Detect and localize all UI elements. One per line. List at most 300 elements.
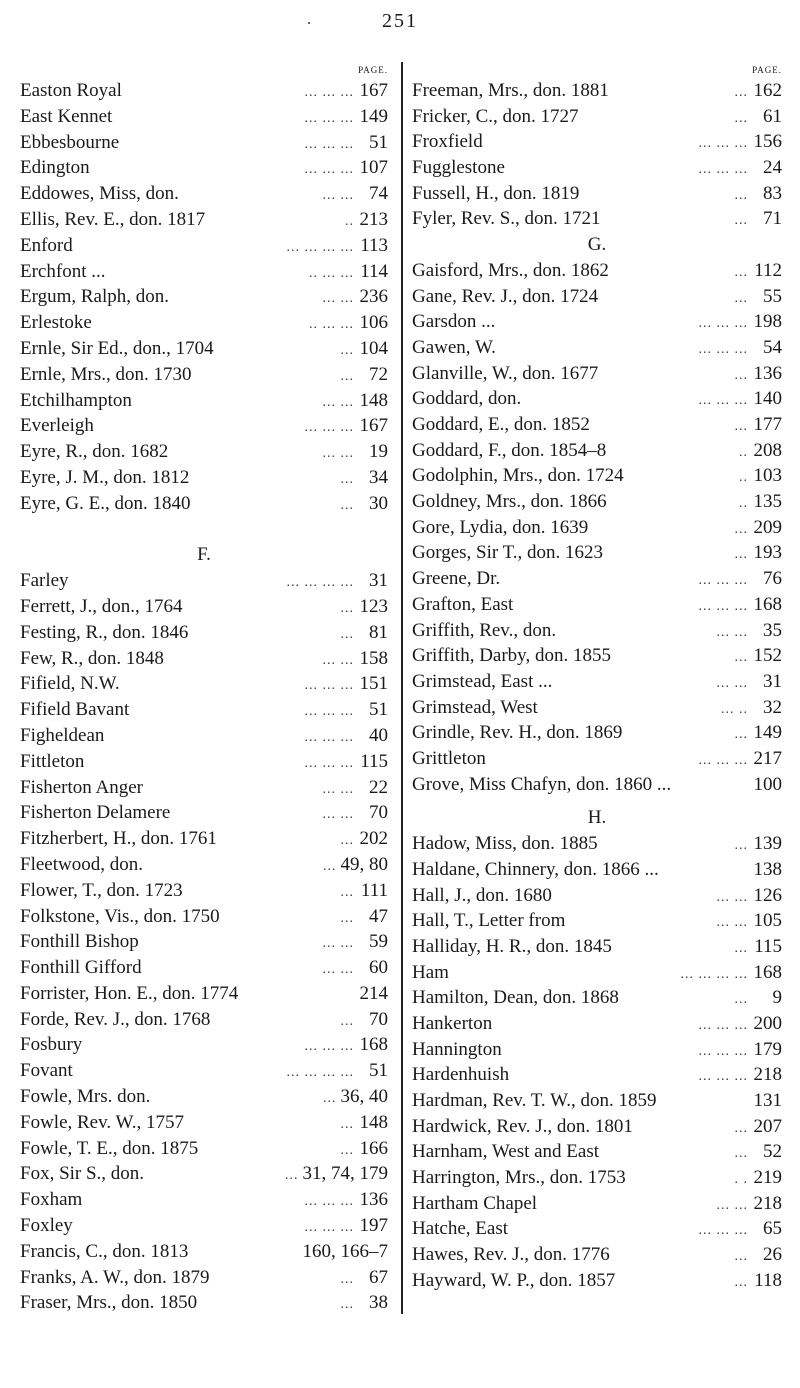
index-entry [20,439,388,465]
entry-name: Hardenhuish [412,1064,510,1086]
entry-page-reference: 168 [359,1034,388,1056]
entry-name: Francis, C., don. 1813 [20,1240,189,1262]
index-entry [20,310,388,336]
entry-name: Gore, Lydia, don. 1639 [412,516,589,538]
entry-name: Ham [412,961,449,983]
index-entry [20,413,388,439]
index-entry [20,1265,388,1291]
index-entry [412,618,782,644]
entry-page-reference: 9 [772,987,782,1009]
index-entry [20,955,388,981]
entry-page-reference: 60 [369,957,388,979]
entry-page-reference: 40 [369,724,388,746]
index-entry [20,362,388,388]
index-entry [20,465,388,491]
index-entry [20,852,388,878]
entry-page-reference: 149 [359,105,388,127]
entry-page-reference: 148 [359,389,388,411]
entry-page-reference: 31 [763,670,782,692]
dot-leader: ... ... [322,394,354,410]
entry-name: Fosbury [20,1034,83,1056]
entry-page-reference: 198 [753,311,782,333]
entry-page-reference: 158 [359,647,388,669]
entry-page-reference: 72 [369,363,388,385]
entry-page-reference: 219 [753,1167,782,1189]
entry-name: Hardman, Rev. T. W., don. 1859 [412,1090,657,1112]
dot-leader: ... [734,992,748,1008]
entry-page-reference: 115 [754,935,782,957]
dot-leader: ... ... [322,652,354,668]
entry-name: Fovant [20,1060,73,1082]
dot-leader: ... [340,1013,354,1029]
entry-page-reference: 71 [763,208,782,230]
entry-name: Fowle, Mrs. don. [20,1086,151,1108]
index-entry [20,929,388,955]
entry-page-reference: 208 [753,439,782,461]
dot-leader: ... [734,727,748,743]
entry-page-reference: 81 [369,621,388,643]
index-entry [412,1088,782,1114]
entry-name: Fugglestone [412,157,505,179]
entry-page-reference: 52 [763,1141,782,1163]
index-entry [412,566,782,592]
entry-page-reference: 51 [369,1060,388,1082]
entry-name: Fyler, Rev. S., don. 1721 [412,208,601,230]
index-entry [20,723,388,749]
entry-name: Garsdon ... [412,311,496,333]
entry-page-reference: 179 [753,1038,782,1060]
dot-leader: ... [340,1142,354,1158]
dot-leader: ... [340,910,354,926]
index-entry [412,1268,782,1294]
dot-leader: .. ... ... [309,317,354,333]
dot-leader: ... [734,110,748,126]
entry-name: Hadow, Miss, don. 1885 [412,833,598,855]
dot-leader: ... ... ... [304,729,354,745]
entry-name: Fussell, H., don. 1819 [412,182,580,204]
entry-name: Ernle, Mrs., don. 1730 [20,363,192,385]
entry-page-reference: 160, 166–7 [302,1240,388,1262]
entry-name: Hatche, East [412,1218,509,1240]
entry-page-reference: 70 [369,802,388,824]
entry-page-reference: 217 [753,747,782,769]
dot-leader: ... [340,833,354,849]
entry-page-reference: 70 [369,1008,388,1030]
entry-page-reference: 168 [753,961,782,983]
index-entry [20,749,388,775]
entry-page-reference: 31 [369,570,388,592]
index-column-left [20,62,388,1316]
dot-leader: .. [345,213,354,229]
dot-leader: .. ... ... [309,265,354,281]
entry-page-reference: 177 [753,414,782,436]
entry-page-reference: 74 [369,183,388,205]
index-entry [412,1037,782,1063]
index-entry [20,207,388,233]
dot-leader: ... [340,342,354,358]
dot-leader: ... ... ... [698,1017,748,1033]
entry-page-reference: 83 [763,182,782,204]
index-entry [20,620,388,646]
index-entry [20,775,388,801]
entry-name: Erchfont ... [20,260,106,282]
dot-leader: ... [734,650,748,666]
entry-page-reference: 61 [763,105,782,127]
page-column-header: PAGE. [358,65,388,75]
entry-page-reference: 112 [754,259,782,281]
dot-leader: ... [734,264,748,280]
index-entry [412,1114,782,1140]
index-entry [412,361,782,387]
entry-name: Fonthill Bishop [20,931,139,953]
index-entry [412,258,782,284]
dot-leader: ... ... ... [698,1223,748,1239]
dot-leader: ... [340,600,354,616]
dot-leader: .. [739,444,748,460]
index-entry [20,181,388,207]
index-entry [20,1110,388,1136]
section-letter-heading: F. [197,544,211,566]
section-spacer [20,517,388,543]
entry-page-reference: 168 [753,593,782,615]
index-entry [412,309,782,335]
dot-leader: ... [340,1297,354,1313]
index-entry [412,772,782,798]
entry-page-reference: 51 [369,131,388,153]
index-entry [412,1242,782,1268]
entry-name: Grafton, East [412,593,514,615]
entry-name: Harnham, West and East [412,1141,600,1163]
index-entry [20,568,388,594]
entry-name: Froxfield [412,131,483,153]
dot-leader: ... ... [716,675,748,691]
dot-leader: ... ... ... [304,420,354,436]
index-entry [412,515,782,541]
index-entry [20,284,388,310]
entry-name: Forde, Rev. J., don. 1768 [20,1008,211,1030]
index-entry [412,284,782,310]
entry-page-reference: 24 [763,157,782,179]
entry-page-reference: 111 [360,879,388,901]
entry-page-reference: 47 [369,905,388,927]
dot-leader: ... ... ... ... [680,966,748,982]
dot-leader: ... ... ... [698,1069,748,1085]
index-entry [412,695,782,721]
index-entry [20,104,388,130]
entry-name: Few, R., don. 1848 [20,647,164,669]
entry-page-reference: 49, 80 [340,853,388,875]
entry-page-reference: 115 [360,750,388,772]
entry-name: Folkstone, Vis., don. 1750 [20,905,220,927]
entry-page-reference: 162 [753,80,782,101]
index-entry [412,386,782,412]
entry-page-reference: 167 [359,415,388,437]
dot-leader: ... [734,367,748,383]
entry-page-reference: 136 [359,1189,388,1211]
dot-leader: ... ... ... [304,1194,354,1210]
entry-name: East Kennet [20,105,113,127]
entry-name: Gawen, W. [412,336,496,358]
index-entry [412,489,782,515]
entry-page-reference: 114 [360,260,388,282]
dot-leader: ... ... [322,446,354,462]
entry-page-reference: 54 [763,336,782,358]
entry-name: Ferrett, J., don., 1764 [20,595,183,617]
index-entry [412,463,782,489]
entry-page-reference: 67 [369,1266,388,1288]
dot-leader: ... [323,1091,337,1107]
entry-name: Fifield Bavant [20,699,130,721]
index-entry [412,1139,782,1165]
entry-name: Grindle, Rev. H., don. 1869 [412,722,623,744]
entry-page-reference: 26 [763,1244,782,1266]
entry-name: Fowle, T. E., don. 1875 [20,1137,199,1159]
entry-name: Eyre, J. M., don. 1812 [20,466,190,488]
entry-name: Flower, T., don. 1723 [20,879,183,901]
entry-name: Eyre, R., don. 1682 [20,441,169,463]
dot-leader: ... ... ... [698,393,748,409]
entry-page-reference: 55 [763,285,782,307]
entry-name: Edington [20,157,90,179]
dot-leader: .. [739,470,748,486]
entry-name: Forrister, Hon. E., don. 1774 [20,982,239,1004]
entry-name: Griffith, Darby, don. 1855 [412,645,611,667]
index-entry [20,646,388,672]
dot-leader: ... ... ... ... [286,239,354,255]
entry-page-reference: 123 [359,595,388,617]
index-entry [412,1216,782,1242]
index-entry [412,335,782,361]
dot-leader: ... [734,1120,748,1136]
index-entry [20,1187,388,1213]
index-entry [20,878,388,904]
entry-page-reference: 207 [753,1115,782,1137]
entry-name: Fifield, N.W. [20,673,120,695]
entry-name: Hall, T., Letter from [412,910,566,932]
entry-page-reference: 197 [359,1215,388,1237]
entry-name: Hannington [412,1038,502,1060]
index-entry [20,1084,388,1110]
dot-leader: ... [734,940,748,956]
dot-leader: ... ... ... [304,704,354,720]
index-entry [412,155,782,181]
dot-leader: ... .. [721,701,748,717]
dot-leader: ... ... [322,781,354,797]
dot-leader: ... ... ... [304,85,354,100]
entry-page-reference: 131 [753,1090,782,1112]
index-entry [412,908,782,934]
print-speck [308,22,310,24]
dot-leader: ... ... ... [698,1043,748,1059]
dot-leader: ... ... [322,291,354,307]
entry-page-reference: 51 [369,699,388,721]
entry-page-reference: 32 [763,696,782,718]
entry-name: Godolphin, Mrs., don. 1724 [412,465,624,487]
entry-page-reference: 31, 74, 179 [302,1163,388,1185]
dot-leader: ... [734,85,748,100]
index-entry [412,960,782,986]
index-entry [20,800,388,826]
index-entry [412,669,782,695]
entry-name: Fraser, Mrs., don. 1850 [20,1292,198,1314]
dot-leader: ... [734,213,748,229]
entry-name: Fisherton Delamere [20,802,171,824]
dot-leader: ... [734,187,748,203]
dot-leader: ... [340,1271,354,1287]
entry-name: Gaisford, Mrs., don. 1862 [412,259,609,281]
dot-leader: ... [734,1274,748,1290]
index-entry [20,1032,388,1058]
index-entry [20,259,388,285]
entry-name: Fisherton Anger [20,776,143,798]
index-entry [412,831,782,857]
entry-page-reference: 140 [753,388,782,410]
dot-leader: .. [739,496,748,512]
entry-name: Fitzherbert, H., don. 1761 [20,828,217,850]
entry-page-reference: 103 [753,465,782,487]
entry-page-reference: 126 [753,884,782,906]
dot-leader: ... [340,1116,354,1132]
dot-leader: ... ... ... [304,678,354,694]
entry-name: Grittleton [412,747,486,769]
entry-name: Fricker, C., don. 1727 [412,105,579,127]
entry-page-reference: 148 [359,1111,388,1133]
entry-name: Goddard, don. [412,388,522,410]
entry-page-reference: 104 [359,337,388,359]
entry-name: Enford [20,234,73,256]
entry-name: Hayward, W. P., don. 1857 [412,1269,616,1291]
index-entry [412,104,782,130]
index-entry [20,594,388,620]
entry-name: Grimstead, East ... [412,670,553,692]
entry-name: Glanville, W., don. 1677 [412,362,599,384]
entry-page-reference: 135 [753,491,782,513]
index-entry [412,985,782,1011]
dot-leader: ... ... [716,915,748,931]
index-entry [20,697,388,723]
entry-page-reference: 107 [359,157,388,179]
entry-name: Halliday, H. R., don. 1845 [412,935,612,957]
entry-name: Gorges, Sir T., don. 1623 [412,542,604,564]
entry-page-reference: 34 [369,466,388,488]
dot-leader: ... ... [322,936,354,952]
dot-leader: ... ... [322,188,354,204]
entry-page-reference: 100 [753,773,782,795]
entry-name: Hankerton [412,1012,493,1034]
dot-leader: . . [734,1172,748,1188]
dot-leader: ... [734,1249,748,1265]
entry-page-reference: 152 [753,645,782,667]
index-entry [412,1011,782,1037]
entry-name: Festing, R., don. 1846 [20,621,189,643]
dot-leader: ... ... ... [698,162,748,178]
index-entry [412,934,782,960]
entry-name: Ergum, Ralph, don. [20,286,170,308]
entry-name: Eyre, G. E., don. 1840 [20,492,191,514]
entry-name: Goddard, E., don. 1852 [412,414,590,436]
dot-leader: ... ... [322,807,354,823]
entry-name: Franks, A. W., don. 1879 [20,1266,210,1288]
column-divider [401,62,403,1314]
entry-name: Fowle, Rev. W., 1757 [20,1111,184,1133]
entry-name: Eddowes, Miss, don. [20,183,179,205]
dot-leader: ... [734,1146,748,1162]
index-entry [412,592,782,618]
index-entry [20,388,388,414]
dot-leader: ... ... ... [304,162,354,178]
dot-leader: ... [340,368,354,384]
index-entry [412,181,782,207]
dot-leader: ... [340,884,354,900]
dot-leader: ... [734,547,748,563]
entry-name: Everleigh [20,415,94,437]
entry-page-reference: 113 [360,234,388,256]
dot-leader: ... [734,419,748,435]
dot-leader: ... ... ... [304,1039,354,1055]
entry-name: Fox, Sir S., don. [20,1163,145,1185]
dot-leader: ... ... ... [304,136,354,152]
index-entry [412,720,782,746]
entry-page-reference: 59 [369,931,388,953]
index-entry [20,826,388,852]
index-entry [412,206,782,232]
index-entry [20,981,388,1007]
entry-page-reference: 106 [359,312,388,334]
dot-leader: ... ... ... [698,573,748,589]
index-entry [20,130,388,156]
index-entry [20,904,388,930]
index-entry [412,540,782,566]
index-entry [412,412,782,438]
entry-name: Foxley [20,1215,73,1237]
entry-page-reference: 30 [369,492,388,514]
index-entry [20,155,388,181]
entry-name: Hawes, Rev. J., don. 1776 [412,1244,610,1266]
index-entry [20,1239,388,1265]
index-entry [20,1136,388,1162]
index-entry [20,1007,388,1033]
entry-page-reference: 138 [753,858,782,880]
index-entry [20,78,388,104]
entry-page-reference: 214 [359,982,388,1004]
entry-page-reference: 19 [369,441,388,463]
index-entry [412,78,782,104]
entry-name: Fleetwood, don. [20,853,143,875]
dot-leader: ... ... ... [698,598,748,614]
entry-name: Ernle, Sir Ed., don., 1704 [20,337,214,359]
dot-leader: ... ... [716,624,748,640]
index-entry [412,129,782,155]
dot-leader: ... ... ... [698,752,748,768]
index-entry [20,1213,388,1239]
entry-page-reference: 218 [753,1064,782,1086]
entry-name: Goldney, Mrs., don. 1866 [412,491,607,513]
entry-name: Harrington, Mrs., don. 1753 [412,1167,626,1189]
entry-name: Hardwick, Rev. J., don. 1801 [412,1115,633,1137]
entry-page-reference: 151 [359,673,388,695]
entry-page-reference: 200 [753,1012,782,1034]
entry-name: Farley [20,570,69,592]
entry-name: Hall, J., don. 1680 [412,884,552,906]
dot-leader: ... [340,471,354,487]
index-entry [412,438,782,464]
entry-name: Etchilhampton [20,389,132,411]
page-column-header: PAGE. [752,65,782,75]
entry-name: Griffith, Rev., don. [412,619,557,641]
entry-page-reference: 136 [753,362,782,384]
entry-name: Fittleton [20,750,85,772]
entry-page-reference: 22 [369,776,388,798]
